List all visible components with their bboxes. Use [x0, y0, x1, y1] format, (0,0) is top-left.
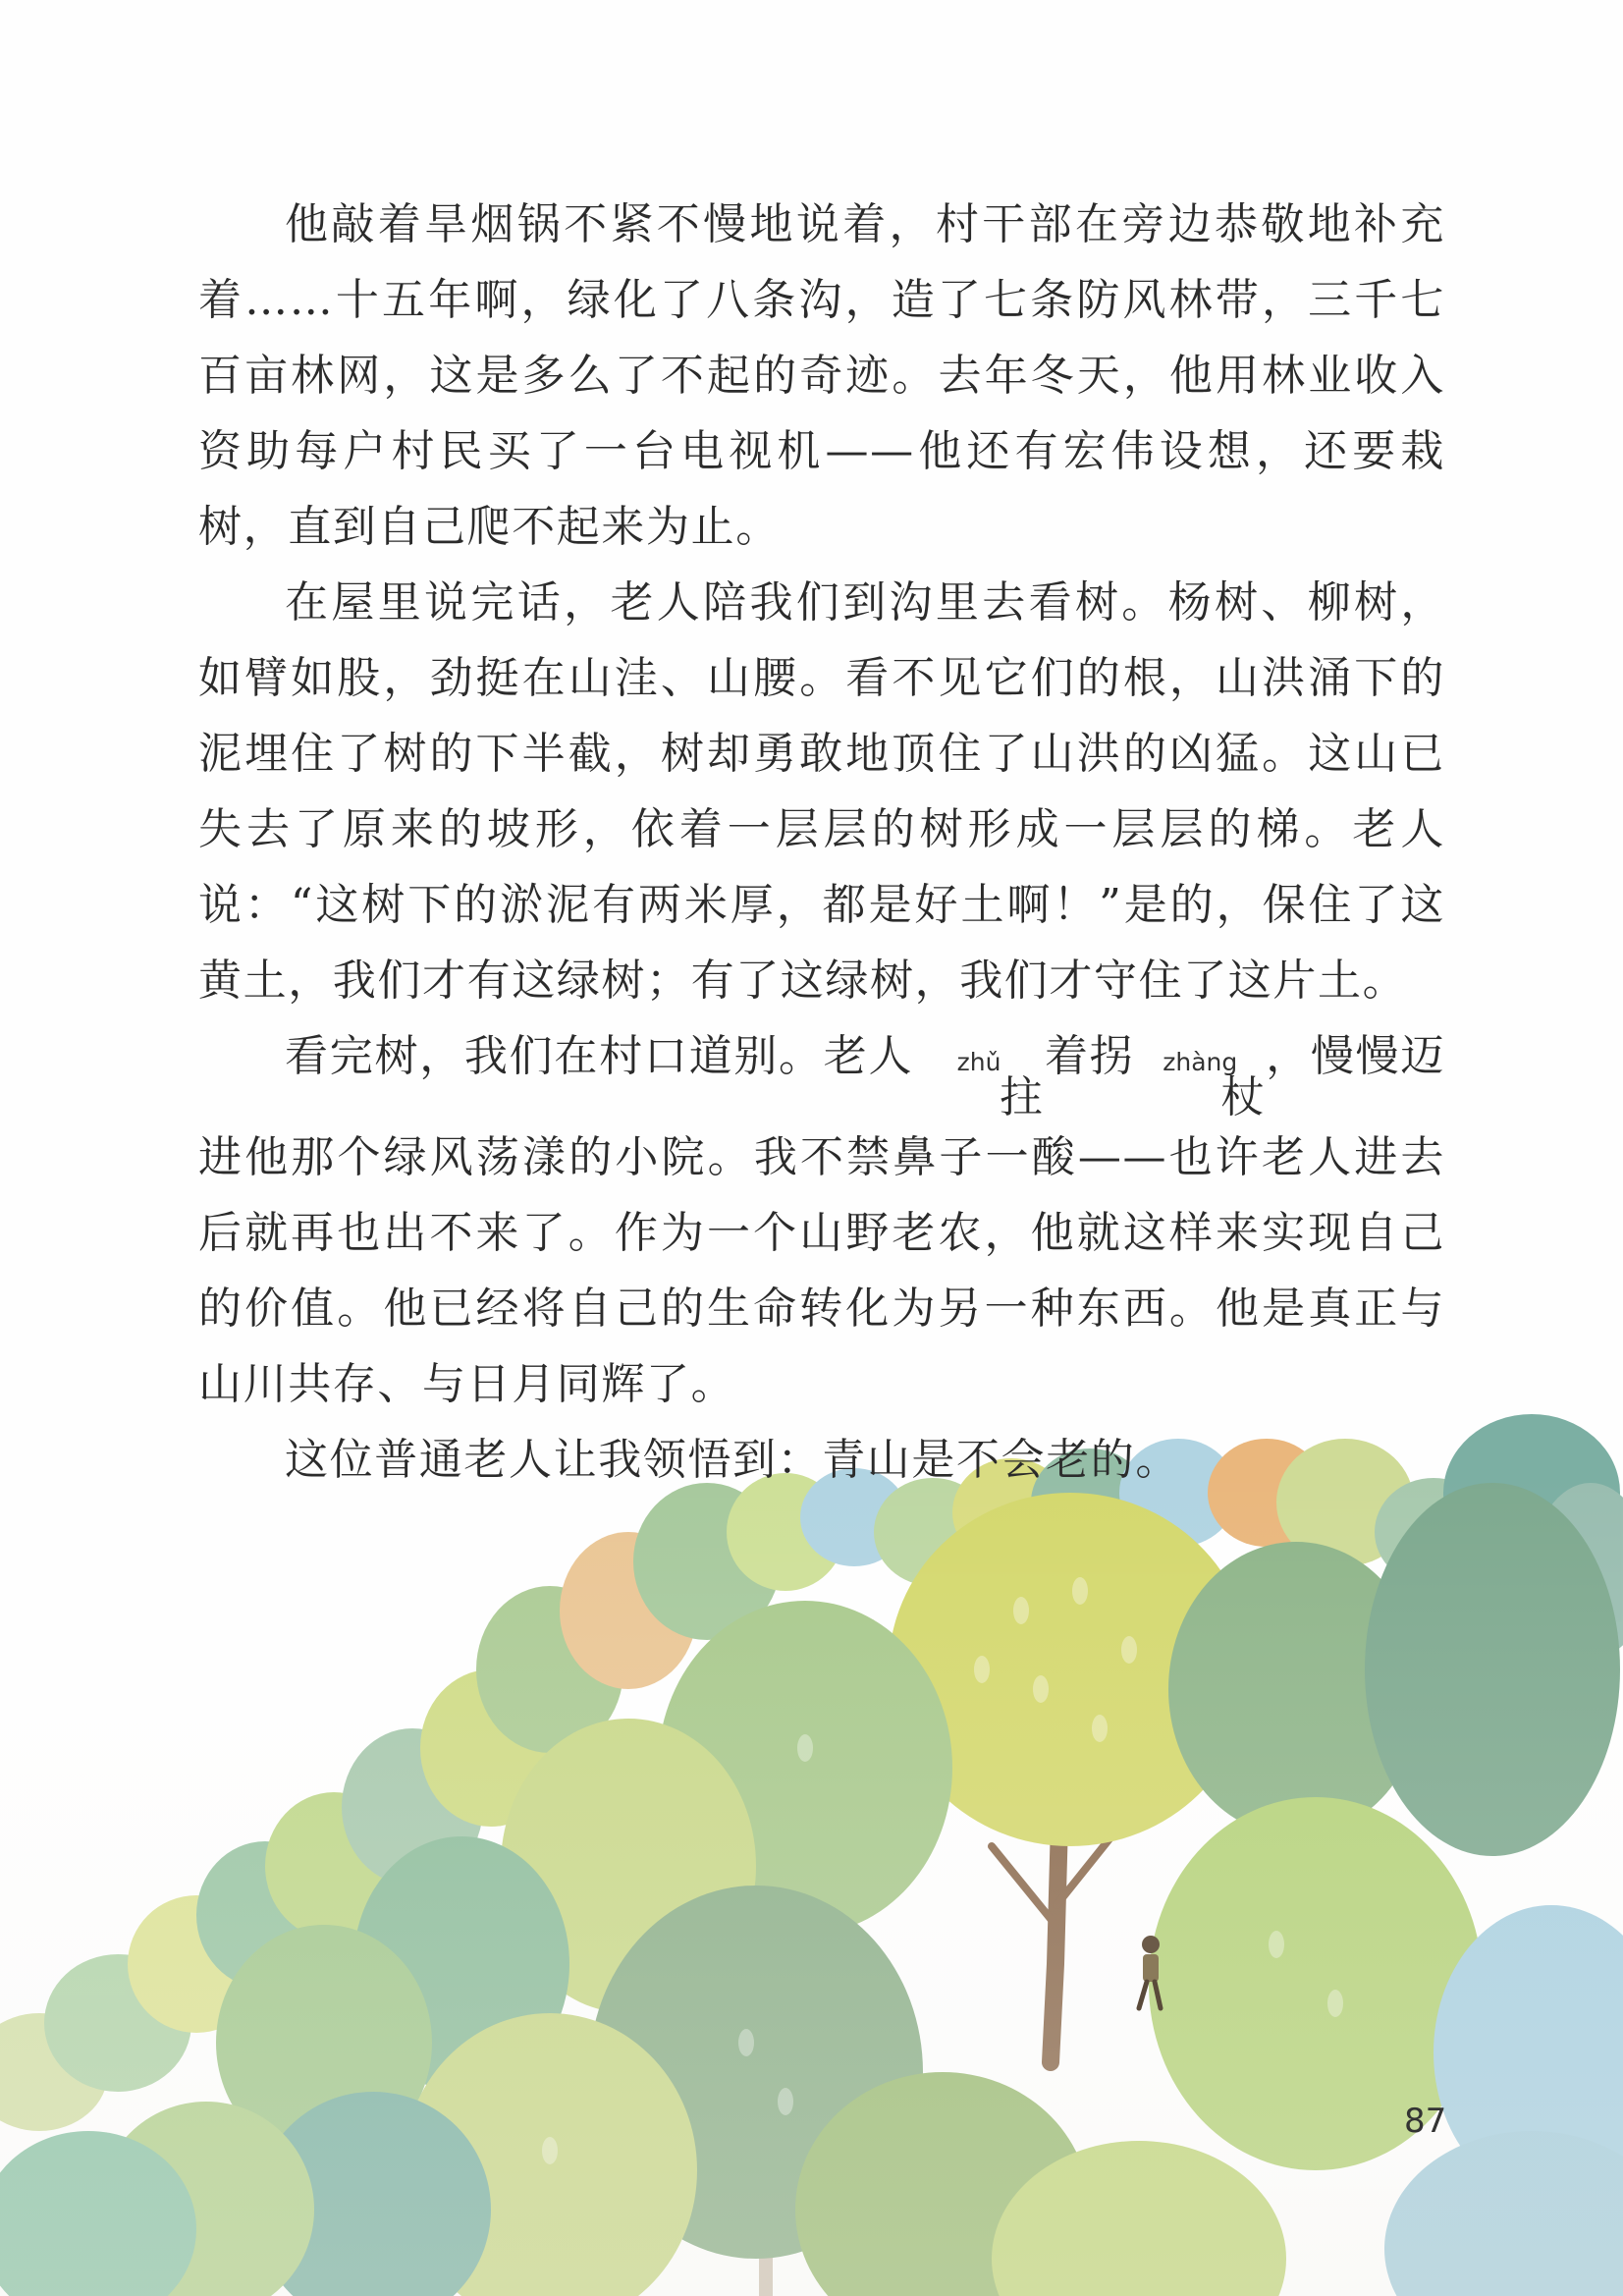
article-body — [198, 187, 1445, 1498]
pinyin-annotated-char — [1134, 1050, 1266, 1120]
text-segment: 这位普通老人让我领悟到：青山是不会老的。 — [285, 1435, 1180, 1485]
annotated-character: 拄 — [1000, 1072, 1045, 1122]
pinyin-annotated-char — [913, 1050, 1045, 1120]
paragraph — [198, 565, 1445, 1018]
paragraph — [198, 1018, 1445, 1422]
text-segment: 在屋里说完话，老人陪我们到沟里去看树。杨树、柳树，如臂如股，劲挺在山洼、山腰。看不见它们的根，山洪涌下的泥埋住了树的下半截，树却勇敢地顶住了山洪的凶猛。这山已失去了原来的坡形，依着一层层的树形成一层层的梯。老人说：“这树下的淤泥有两米厚，都是好土啊！”是的，保住了这黄土，我们才有这绿树；有了这绿树，我们才守住了这片土。 — [198, 577, 1445, 1006]
text-segment: 着拐 — [1044, 1031, 1135, 1081]
text-segment: 他敲着旱烟锅不紧不慢地说着，村干部在旁边恭敬地补充着……十五年啊，绿化了八条沟，造了七条防风林带，三千七百亩林网，这是多么了不起的奇迹。去年冬天，他用林业收入资助每户村民买了一台电视机——他还有宏伟设想，还要栽树，直到自己爬不起来为止。 — [198, 199, 1445, 552]
pinyin-annotation: zhàng — [1163, 1048, 1238, 1076]
paragraph — [198, 187, 1445, 565]
text-segment: 看完树，我们在村口道别。老人 — [285, 1031, 914, 1081]
annotated-character: 杖 — [1220, 1072, 1267, 1122]
page-number: 87 — [1404, 2102, 1447, 2141]
paragraph — [198, 1422, 1445, 1498]
pinyin-annotation: zhǔ — [956, 1048, 1001, 1076]
text-segment: ，慢慢迈进他那个绿风荡漾的小院。我不禁鼻子一酸——也许老人进去后就再也出不来了。作为一个山野老农，他就这样来实现自己的价值。他已经将自己的生命转化为另一种东西。他是真正与山川共存、与日月同辉了。 — [198, 1031, 1446, 1409]
